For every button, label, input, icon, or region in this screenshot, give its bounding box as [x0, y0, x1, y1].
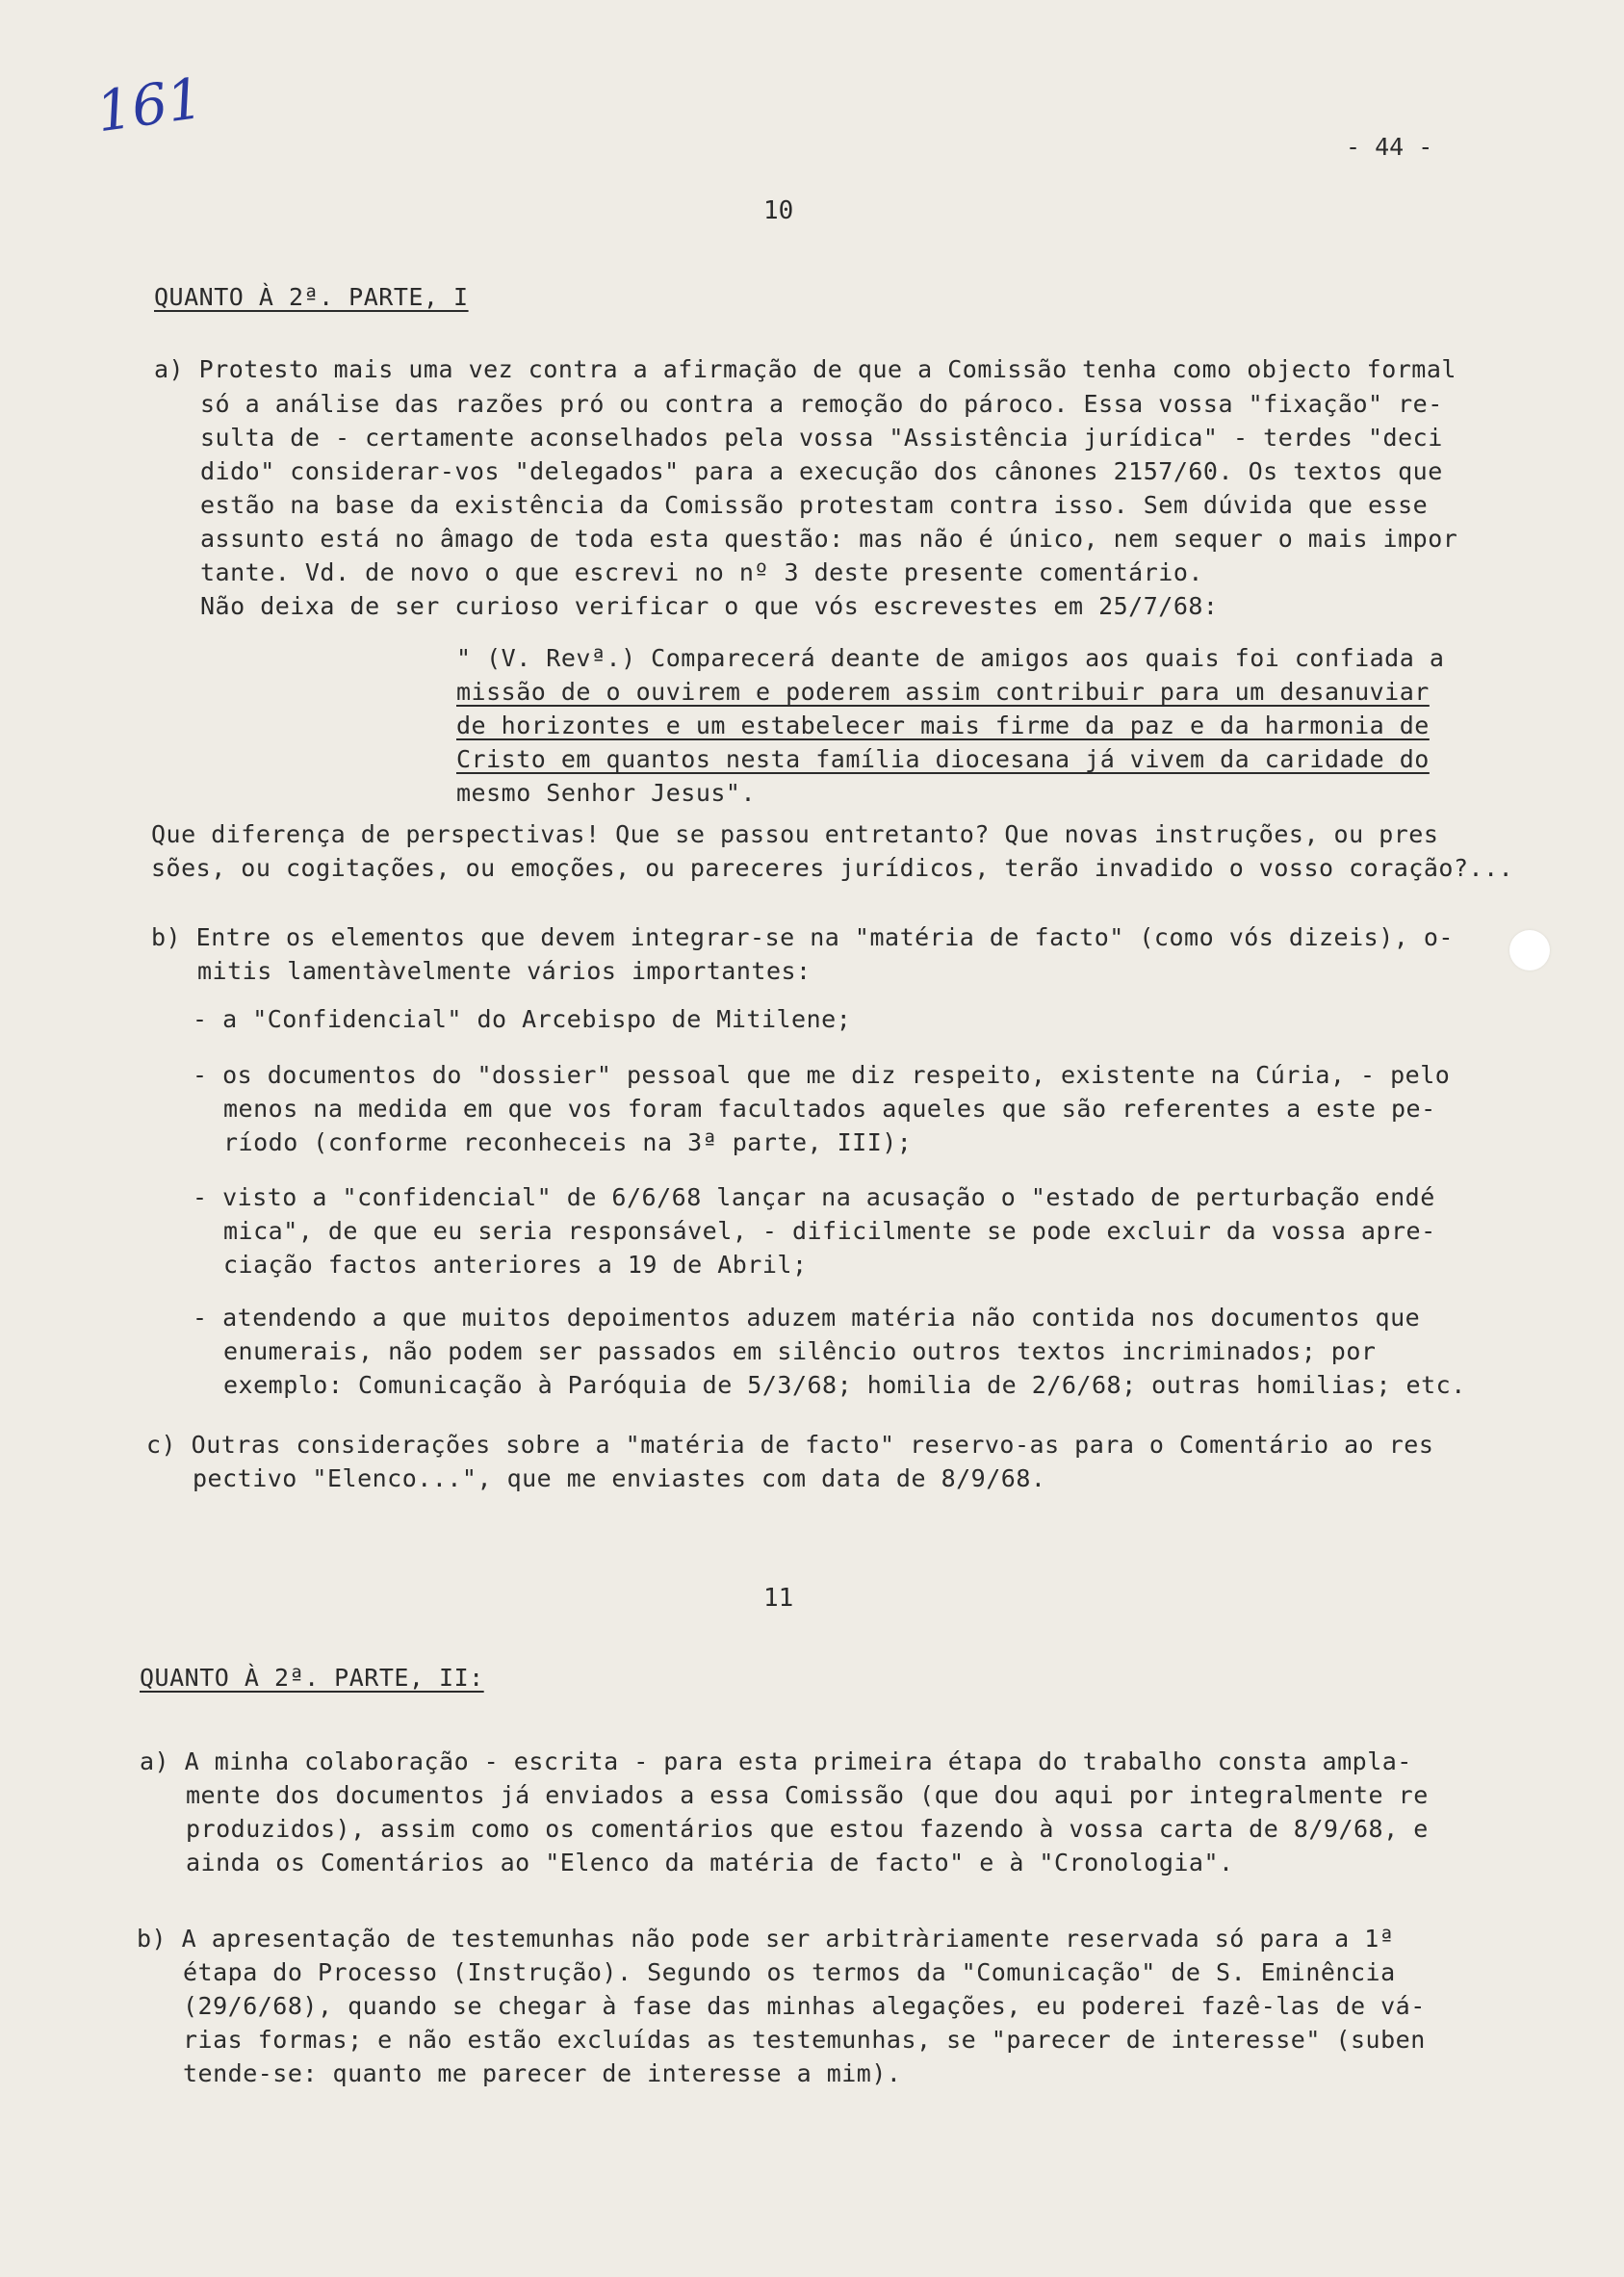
- section-heading: QUANTO À 2ª. PARTE, II:: [140, 1664, 484, 1692]
- list-item: - atendendo a que muitos depoimentos aduzem matéria não contida nos documentos que: [193, 1304, 1421, 1332]
- text-line: rias formas; e não estão excluídas as testemunhas, se "parecer de interesse" (suben: [183, 2026, 1426, 2054]
- quote-line: " (V. Revª.) Comparecerá deante de amigos aos quais foi confiada a: [456, 644, 1445, 672]
- text-line: a) A minha colaboração - escrita - para esta primeira étapa do trabalho consta ampla-: [140, 1747, 1412, 1775]
- text-line: dido" considerar-vos "delegados" para a execução dos cânones 2157/60. Os textos que: [200, 457, 1443, 485]
- text-line: ainda os Comentários ao "Elenco da matéria de facto" e à "Cronologia".: [186, 1849, 1234, 1876]
- text-line: tante. Vd. de novo o que escrevi no nº 3 deste presente comentário.: [200, 558, 1203, 586]
- quote-line: mesmo Senhor Jesus".: [456, 779, 757, 807]
- text-line: assunto está no âmago de toda esta questão: mas não é único, nem sequer o mais impor: [200, 525, 1458, 553]
- punch-hole: [1509, 930, 1550, 970]
- quote-line: de horizontes e um estabelecer mais firme da paz e da harmonia de: [456, 712, 1430, 739]
- text-line: Que diferença de perspectivas! Que se passou entretanto? Que novas instruções, ou pres: [151, 820, 1439, 848]
- list-item: exemplo: Comunicação à Paróquia de 5/3/68; homilia de 2/6/68; outras homilias; etc.: [223, 1371, 1466, 1399]
- list-item: - visto a "confidencial" de 6/6/68 lançar na acusação o "estado de perturbação endé: [193, 1183, 1435, 1211]
- section-heading: QUANTO À 2ª. PARTE, I: [154, 283, 469, 311]
- text-line: a) Protesto mais uma vez contra a afirmação de que a Comissão tenha como objecto formal: [154, 355, 1456, 383]
- handwritten-number: 161: [91, 65, 207, 145]
- text-line: mitis lamentàvelmente vários importantes:: [197, 957, 812, 985]
- section-number: 10: [763, 196, 794, 225]
- list-item: enumerais, não podem ser passados em silêncio outros textos incriminados; por: [223, 1337, 1377, 1365]
- page-number: - 44 -: [1346, 133, 1433, 161]
- section-number: 11: [763, 1584, 794, 1613]
- text-line: sulta de - certamente aconselhados pela vossa "Assistência jurídica" - terdes "deci: [200, 424, 1443, 452]
- list-item: - a "Confidencial" do Arcebispo de Mitilene;: [193, 1005, 852, 1033]
- text-line: pectivo "Elenco...", que me enviastes com data de 8/9/68.: [193, 1464, 1046, 1492]
- text-line: mente dos documentos já enviados a essa Comissão (que dou aqui por integralmente re: [186, 1781, 1429, 1809]
- quote-line: missão de o ouvirem e poderem assim contribuir para um desanuviar: [456, 678, 1430, 706]
- text-line: étapa do Processo (Instrução). Segundo os termos da "Comunicação" de S. Eminência: [183, 1958, 1396, 1986]
- text-line: Não deixa de ser curioso verificar o que vós escrevestes em 25/7/68:: [200, 592, 1219, 620]
- text-line: sões, ou cogitações, ou emoções, ou pareceres jurídicos, terão invadido o vosso coração?...: [151, 854, 1514, 882]
- text-line: estão na base da existência da Comissão protestam contra isso. Sem dúvida que esse: [200, 491, 1429, 519]
- text-line: b) A apresentação de testemunhas não pode ser arbitràriamente reservada só para a 1ª: [137, 1925, 1395, 1953]
- text-line: produzidos), assim como os comentários que estou fazendo à vossa carta de 8/9/68, e: [186, 1815, 1429, 1843]
- quote-line: Cristo em quantos nesta família diocesana já vivem da caridade do: [456, 745, 1430, 773]
- list-item: menos na medida em que vos foram facultados aqueles que são referentes a este pe-: [223, 1095, 1436, 1123]
- list-item: ríodo (conforme reconheceis na 3ª parte, III);: [223, 1128, 913, 1156]
- text-line: tende-se: quanto me parecer de interesse a mim).: [183, 2059, 902, 2087]
- text-line: só a análise das razões pró ou contra a remoção do pároco. Essa vossa "fixação" re-: [200, 390, 1443, 418]
- list-item: - os documentos do "dossier" pessoal que me diz respeito, existente na Cúria, - pelo: [193, 1061, 1451, 1089]
- text-line: (29/6/68), quando se chegar à fase das minhas alegações, eu poderei fazê-las de vá-: [183, 1992, 1426, 2020]
- list-item: mica", de que eu seria responsável, - dificilmente se pode excluir da vossa apre-: [223, 1217, 1436, 1245]
- text-line: b) Entre os elementos que devem integrar-se na "matéria de facto" (como vós dizeis), o-: [151, 923, 1454, 951]
- text-line: c) Outras considerações sobre a "matéria de facto" reservo-as para o Comentário ao res: [146, 1431, 1434, 1459]
- list-item: ciação factos anteriores a 19 de Abril;: [223, 1251, 808, 1279]
